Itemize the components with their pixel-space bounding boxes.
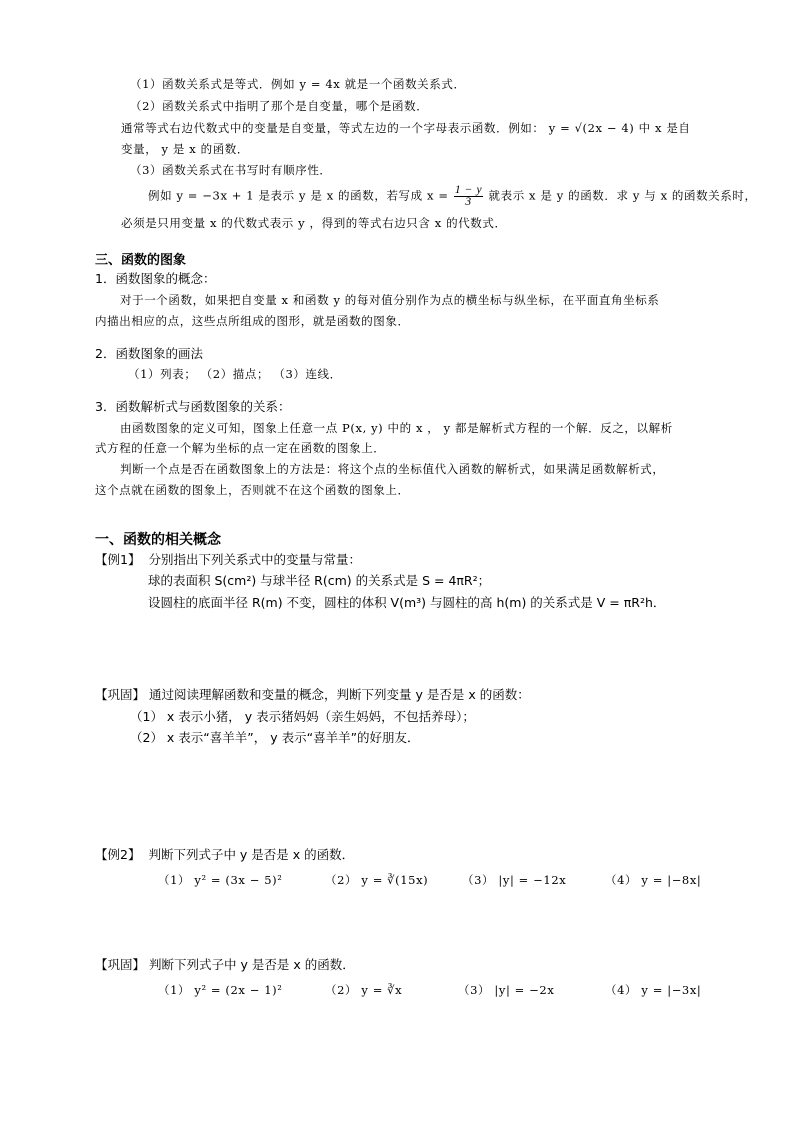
example-2 — [95, 848, 354, 862]
example-2-item-4: （4） y = |−8x| — [605, 873, 702, 887]
note-line-4: 变量， y 是 x 的函数． — [121, 142, 250, 156]
subsection-2-steps: （1）列表； （2）描点； （3）连线． — [128, 367, 342, 381]
consolidate-1 — [95, 688, 530, 702]
example-2-question: 判断下列式子中 y 是否是 x 的函数． — [148, 847, 355, 862]
subsection-3-title: 3．函数解析式与函数图象的关系： — [95, 399, 291, 414]
example-2-label: 【例2】 — [95, 847, 141, 862]
subsection-3-para-3: 判断一个点是否在函数图象上的方法是：将这个点的坐标值代入函数的解析式，如果满足函数解析式， — [120, 462, 665, 476]
example-2-item-1: （1） y² = (3x − 5)² — [158, 873, 283, 887]
subsection-3-para-1: 由函数图象的定义可知，图象上任意一点 P(x, y) 中的 x ， y 都是解析式方程的一个解．反之，以解析 — [120, 421, 673, 435]
fraction-denominator: 3 — [465, 196, 472, 208]
note-line-7: 必须是只用变量 x 的代数式表示 y ，得到的等式右边只含 x 的代数式． — [121, 216, 507, 230]
section-1-title: 一、函数的相关概念 — [95, 532, 221, 548]
fraction-numerator: 1 − y — [454, 184, 483, 196]
subsection-3-para-2: 式方程的任意一个解为坐标的点一定在函数的图象上． — [95, 441, 386, 455]
note-line-1: （1）函数关系式是等式．例如 y = 4x 就是一个函数关系式． — [130, 77, 466, 91]
note-line-6-start: 例如 y = −3x + 1 是表示 y 是 x 的函数，若写成 x = — [148, 188, 449, 203]
note-line-6-end: 就表示 x 是 y 的函数．求 y 与 x 的函数关系时， — [488, 188, 757, 203]
example-1-line-a: 球的表面积 S(cm²) 与球半径 R(cm) 的关系式是 S = 4πR²； — [148, 573, 491, 588]
subsection-1-para-2: 内描出相应的点，这些点所组成的图形，就是函数的图象． — [95, 314, 410, 328]
consolidate-2-label: 【巩固】 — [95, 957, 146, 972]
example-2-item-3: （3） |y| = −12x — [462, 873, 567, 887]
subsection-1-title: 1．函数图象的概念： — [95, 271, 216, 286]
note-line-3: 通常等式右边代数式中的变量是自变量，等式左边的一个字母表示函数．例如： y = √(2x − 4) 中 x 是自 — [121, 121, 691, 135]
subsection-2-title: 2．函数图象的画法 — [95, 346, 203, 361]
consolidate-2-item-4: （4） y = |−3x| — [605, 983, 702, 997]
example-1-label: 【例1】 — [95, 552, 141, 567]
note-line-2: （2）函数关系式中指明了那个是自变量，哪个是函数． — [130, 99, 429, 113]
note-line-6 — [148, 185, 757, 208]
subsection-3-para-4: 这个点就在函数的图象上，否则就不在这个函数的图象上． — [95, 483, 410, 497]
consolidate-2 — [95, 958, 355, 972]
note-line-5: （3）函数关系式在书写时有顺序性． — [130, 163, 332, 177]
consolidate-1-item-2: （2） x 表示“喜羊羊”， y 表示“喜羊羊”的好朋友． — [130, 730, 420, 745]
subsection-1-para-1: 对于一个函数，如果把自变量 x 和函数 y 的每对值分别作为点的横坐标与纵坐标，在平面直角坐标系 — [120, 293, 660, 307]
fraction — [454, 185, 483, 208]
consolidate-2-item-2: （2） y = ∛x — [325, 983, 403, 997]
example-2-item-2: （2） y = ∛(15x) — [325, 873, 429, 887]
example-1-line-b: 设圆柱的底面半径 R(m) 不变，圆柱的体积 V(m³) 与圆柱的高 h(m) 的关系式是 V = πR²h． — [148, 595, 666, 610]
consolidate-1-label: 【巩固】 — [95, 687, 146, 702]
example-1-question: 分别指出下列关系式中的变量与常量： — [148, 552, 361, 567]
consolidate-2-item-1: （1） y² = (2x − 1)² — [158, 983, 283, 997]
consolidate-1-item-1: （1） x 表示小猪， y 表示猪妈妈（亲生妈妈，不包括养母）； — [130, 709, 475, 724]
section-3-title: 三、函数的图象 — [95, 253, 187, 268]
consolidate-2-question: 判断下列式子中 y 是否是 x 的函数． — [149, 957, 355, 972]
consolidate-2-item-3: （3） |y| = −2x — [458, 983, 555, 997]
example-1 — [95, 553, 361, 567]
consolidate-1-question: 通过阅读理解函数和变量的概念，判断下列变量 y 是否是 x 的函数： — [149, 687, 530, 702]
